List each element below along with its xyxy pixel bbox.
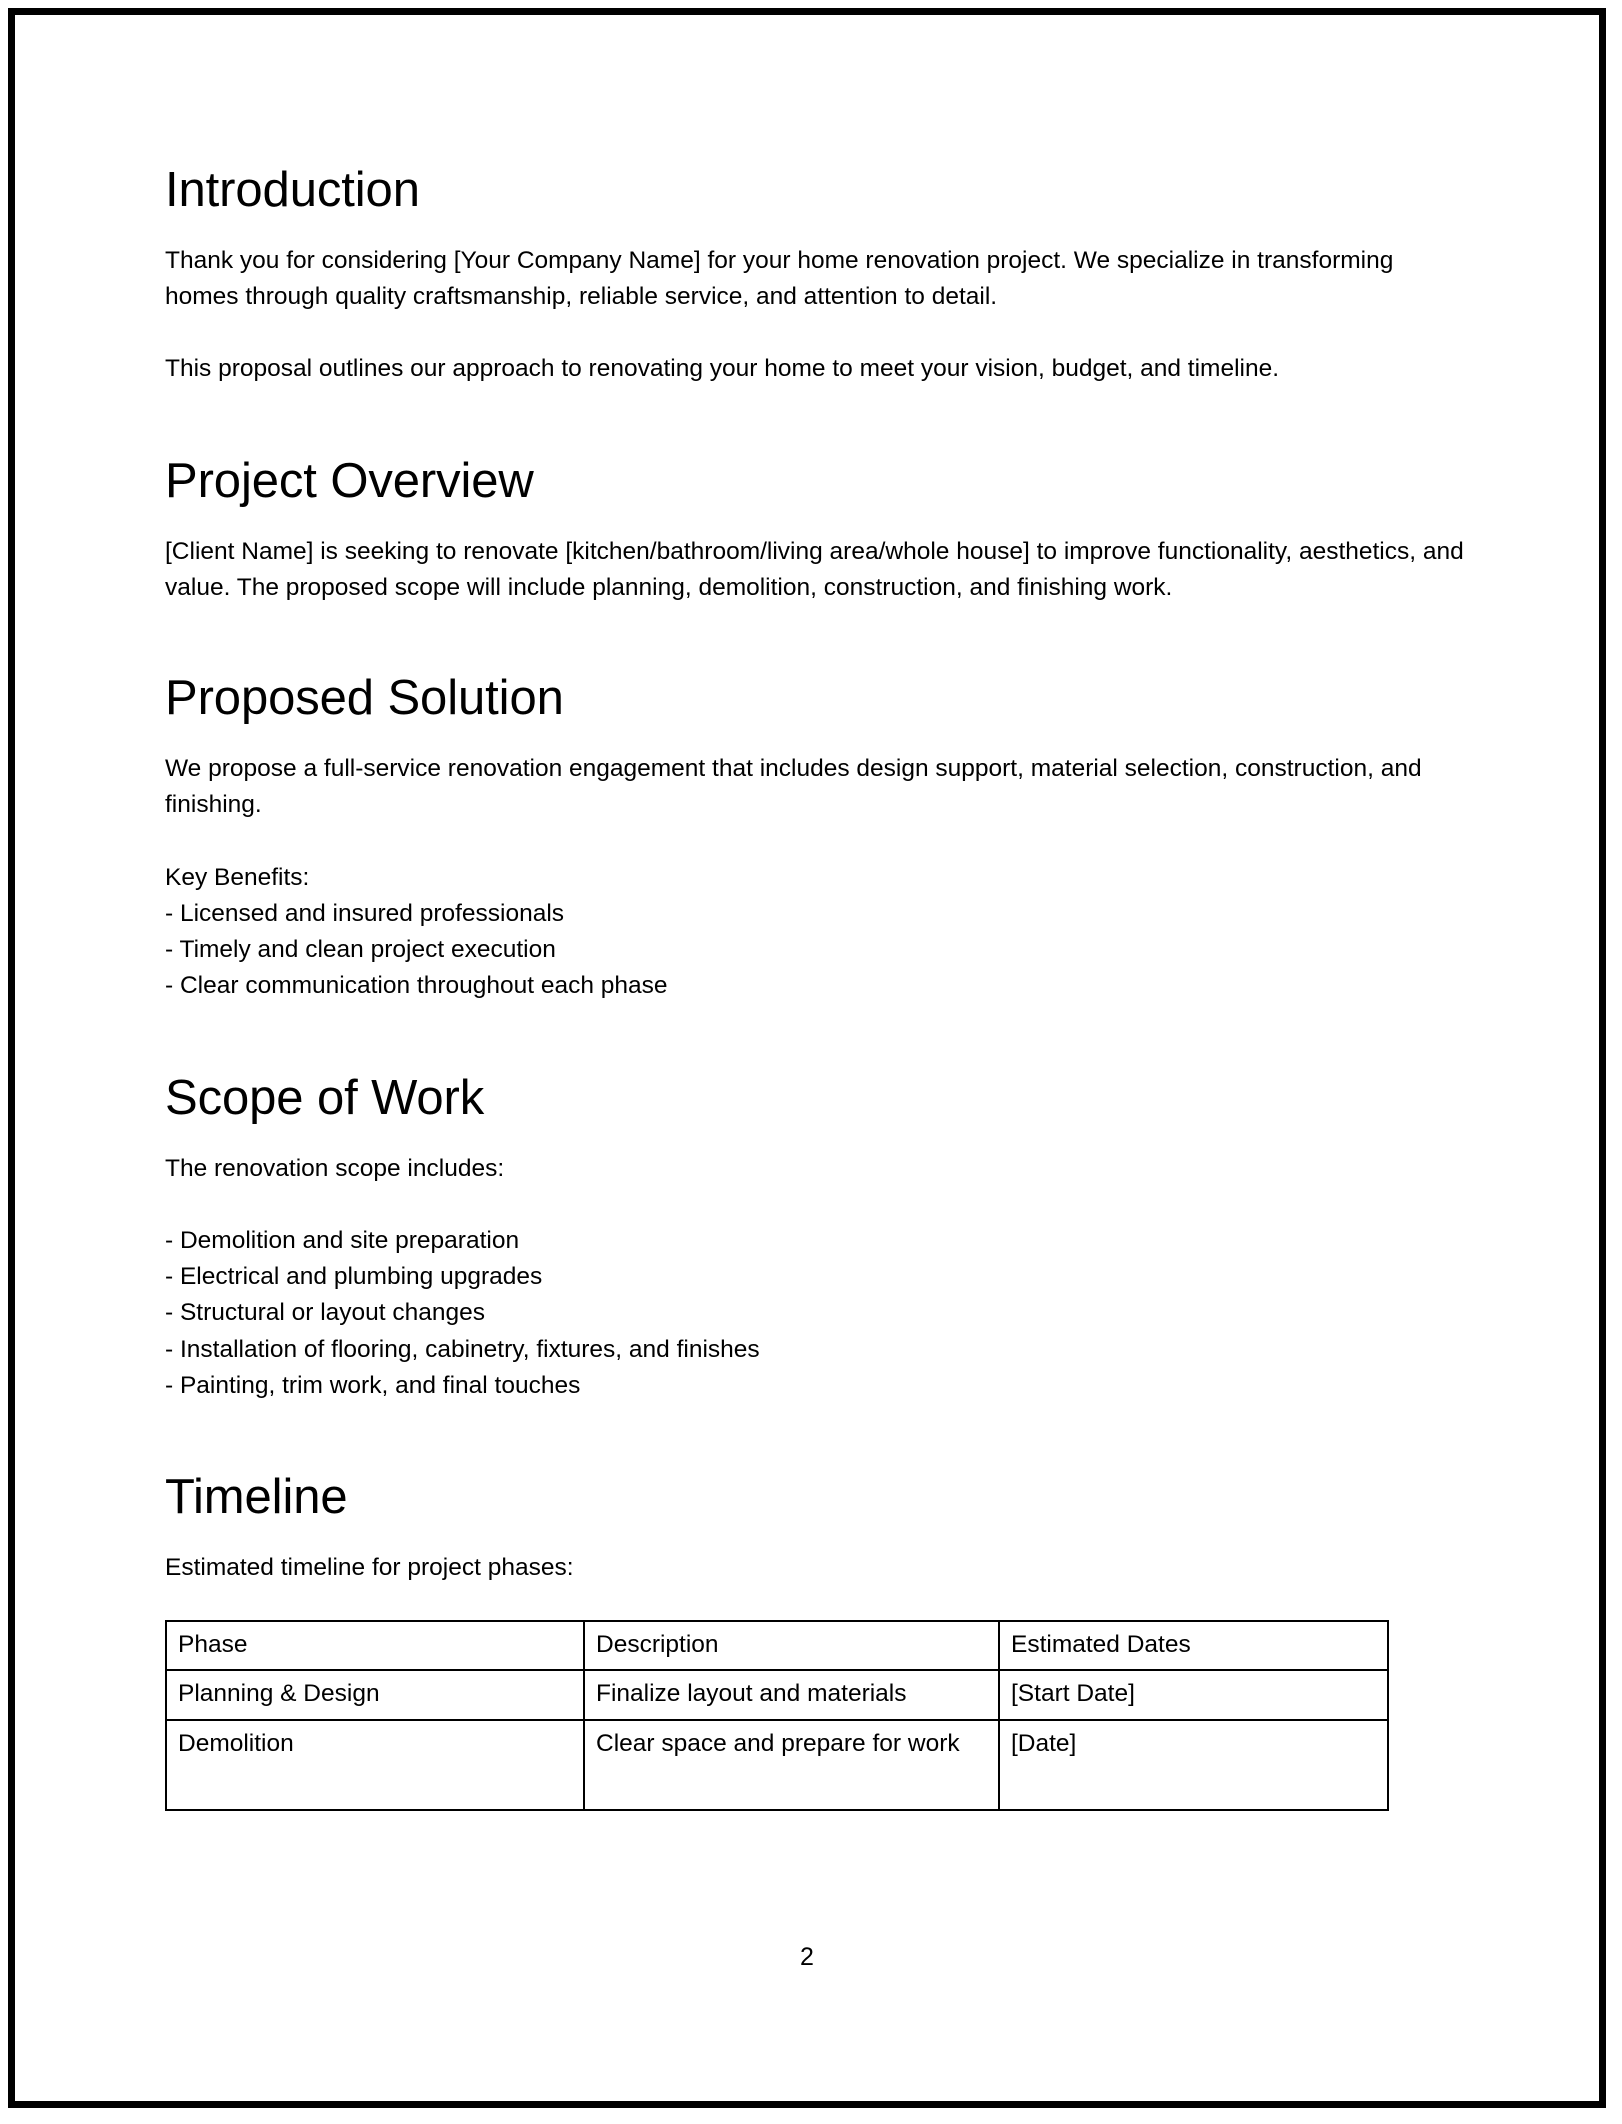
- heading-proposed-solution: Proposed Solution: [165, 671, 564, 726]
- key-benefits-title: Key Benefits:: [165, 863, 310, 891]
- table-cell-description: Clear space and prepare for work: [584, 1720, 999, 1810]
- table-cell-dates: [Date]: [999, 1720, 1388, 1810]
- list-item: - Demolition and site preparation: [165, 1226, 520, 1254]
- key-benefits-list: [165, 860, 1465, 1005]
- timeline-intro: Estimated timeline for project phases:: [165, 1553, 574, 1581]
- proposed-solution-paragraph: We propose a full-service renovation engagement that includes design support, material selection, construction, and finishing.: [165, 755, 1422, 819]
- section-introduction: [165, 165, 1465, 388]
- scope-of-work-intro: The renovation scope includes:: [165, 1154, 505, 1182]
- introduction-paragraph-1: Thank you for considering [Your Company Name] for your home renovation project. We specialize in transforming homes through quality craftsmanship, reliable service, and attention to detail.: [165, 246, 1394, 311]
- heading-timeline: Timeline: [165, 1470, 348, 1524]
- timeline-table: [165, 1620, 1389, 1811]
- table-header-row: [166, 1621, 1388, 1670]
- list-item: - Licensed and insured professionals: [165, 899, 565, 927]
- table-cell-dates: [Start Date]: [999, 1670, 1388, 1719]
- document-page: [8, 8, 1606, 2108]
- heading-introduction: Introduction: [165, 163, 420, 217]
- table-cell-phase: Planning & Design: [166, 1670, 584, 1719]
- table-cell-phase: Demolition: [166, 1720, 584, 1810]
- list-item: - Clear communication throughout each phase: [165, 972, 668, 1000]
- list-item: - Painting, trim work, and final touches: [165, 1371, 581, 1399]
- table-header-cell: Estimated Dates: [999, 1621, 1388, 1670]
- heading-project-overview: Project Overview: [165, 453, 534, 508]
- list-item: - Electrical and plumbing upgrades: [165, 1263, 543, 1290]
- table-header-cell: Phase: [166, 1621, 584, 1670]
- scope-of-work-list: [165, 1223, 1465, 1404]
- table-row: [166, 1670, 1388, 1719]
- section-project-overview: [165, 453, 1465, 606]
- table-row: [166, 1720, 1388, 1810]
- page-content: [165, 165, 1465, 1811]
- heading-scope-of-work: Scope of Work: [165, 1070, 485, 1125]
- list-item: - Structural or layout changes: [165, 1299, 486, 1327]
- list-item: - Installation of flooring, cabinetry, fixtures, and finishes: [165, 1335, 760, 1363]
- section-scope-of-work: [165, 1070, 1465, 1404]
- page-number: 2: [800, 1943, 814, 1971]
- introduction-paragraph-2: This proposal outlines our approach to renovating your home to meet your vision, budget, and timeline.: [165, 355, 1280, 383]
- table-header-cell: Description: [584, 1621, 999, 1670]
- list-item: - Timely and clean project execution: [165, 936, 556, 964]
- section-proposed-solution: [165, 673, 1465, 1004]
- section-timeline: [165, 1472, 1465, 1811]
- project-overview-paragraph: [Client Name] is seeking to renovate [kitchen/bathroom/living area/whole house] to improve functionality, aesthetics, and value. The proposed scope will include planning, demolition, construction, and finishing work.: [165, 537, 1464, 601]
- table-cell-description: Finalize layout and materials: [584, 1670, 999, 1719]
